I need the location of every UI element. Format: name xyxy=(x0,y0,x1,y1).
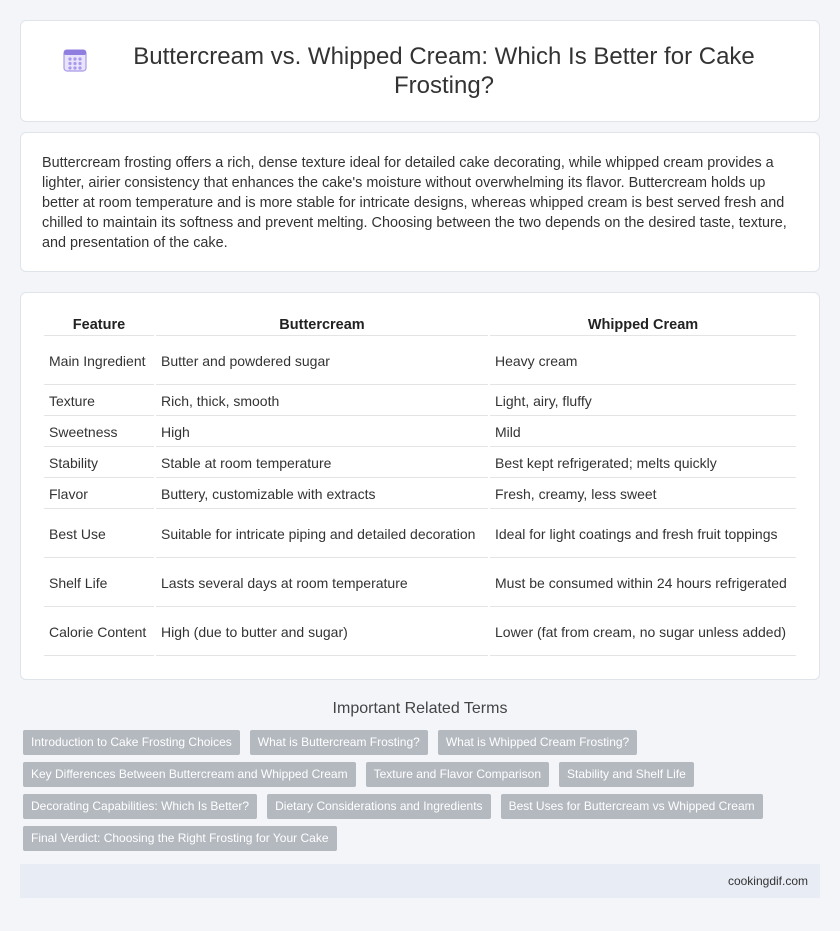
tag-final-verdict[interactable]: Final Verdict: Choosing the Right Frosting for Your Cake xyxy=(23,826,337,851)
whipped-cream-cell: Ideal for light coatings and fresh fruit toppings xyxy=(490,511,796,558)
buttercream-cell: Butter and powdered sugar xyxy=(156,338,488,385)
feature-cell: Shelf Life xyxy=(44,560,154,607)
whipped-cream-cell: Heavy cream xyxy=(490,338,796,385)
feature-cell: Texture xyxy=(44,387,154,416)
footer xyxy=(20,864,820,898)
feature-cell: Flavor xyxy=(44,480,154,509)
table-row xyxy=(44,338,796,385)
feature-cell: Stability xyxy=(44,449,154,478)
feature-cell: Sweetness xyxy=(44,418,154,447)
feature-cell: Main Ingredient xyxy=(44,338,154,385)
feature-cell: Best Use xyxy=(44,511,154,558)
table-row xyxy=(44,449,796,478)
whipped-cream-cell: Best kept refrigerated; melts quickly xyxy=(490,449,796,478)
table-header-row xyxy=(44,309,796,336)
whipped-cream-cell: Light, airy, fluffy xyxy=(490,387,796,416)
buttercream-cell: High xyxy=(156,418,488,447)
calendar-grid-icon xyxy=(61,46,89,74)
footer-site[interactable]: cookingdif.com xyxy=(727,874,808,888)
whipped-cream-cell: Fresh, creamy, less sweet xyxy=(490,480,796,509)
intro-card xyxy=(20,132,820,272)
table-row xyxy=(44,480,796,509)
table-row xyxy=(44,609,796,656)
related-tags xyxy=(20,730,820,858)
tag-cake-frosting-choices[interactable]: Introduction to Cake Frosting Choices xyxy=(23,730,240,755)
feature-cell: Calorie Content xyxy=(44,609,154,656)
tag-key-differences[interactable]: Key Differences Between Buttercream and Whipped Cream xyxy=(23,762,356,787)
comparison-table-card xyxy=(20,292,820,680)
tag-texture-flavor[interactable]: Texture and Flavor Comparison xyxy=(366,762,549,787)
tag-dietary-considerations[interactable]: Dietary Considerations and Ingredients xyxy=(267,794,490,819)
page-title: Buttercream vs. Whipped Cream: Which Is Better for Cake Frosting? xyxy=(133,43,755,99)
buttercream-cell: Suitable for intricate piping and detailed decoration xyxy=(156,511,488,558)
title-wrap xyxy=(61,42,779,100)
tag-what-is-whipped-cream[interactable]: What is Whipped Cream Frosting? xyxy=(438,730,637,755)
comparison-table xyxy=(42,307,798,658)
tag-decorating-capabilities[interactable]: Decorating Capabilities: Which Is Better? xyxy=(23,794,257,819)
tag-stability-shelf-life[interactable]: Stability and Shelf Life xyxy=(559,762,694,787)
related-terms-section xyxy=(0,700,840,718)
header-buttercream: Buttercream xyxy=(156,309,488,336)
intro-paragraph: Buttercream frosting offers a rich, dense texture ideal for detailed cake decorating, while whipped cream provides a lighter, airier consistency that enhances the cake's moisture without overwhelming its flavor. Buttercream holds up better at room temperature and is more stable for intricate designs, whereas whipped cream is best served fresh and chilled to maintain its softness and prevent melting. Choosing between the two depends on the desired taste, texture, and presentation of the cake. xyxy=(42,155,787,251)
header-whipped-cream: Whipped Cream xyxy=(490,309,796,336)
buttercream-cell: Rich, thick, smooth xyxy=(156,387,488,416)
table-row xyxy=(44,511,796,558)
tag-best-uses[interactable]: Best Uses for Buttercream vs Whipped Cream xyxy=(501,794,763,819)
whipped-cream-cell: Mild xyxy=(490,418,796,447)
tag-what-is-buttercream[interactable]: What is Buttercream Frosting? xyxy=(250,730,428,755)
buttercream-cell: High (due to butter and sugar) xyxy=(156,609,488,656)
whipped-cream-cell: Lower (fat from cream, no sugar unless added) xyxy=(490,609,796,656)
buttercream-cell: Lasts several days at room temperature xyxy=(156,560,488,607)
table-row xyxy=(44,387,796,416)
table-row xyxy=(44,560,796,607)
buttercream-cell: Stable at room temperature xyxy=(156,449,488,478)
buttercream-cell: Buttery, customizable with extracts xyxy=(156,480,488,509)
header-feature: Feature xyxy=(44,309,154,336)
related-terms-heading: Important Related Terms xyxy=(332,700,508,717)
title-card xyxy=(20,20,820,122)
table-row xyxy=(44,418,796,447)
whipped-cream-cell: Must be consumed within 24 hours refrigerated xyxy=(490,560,796,607)
